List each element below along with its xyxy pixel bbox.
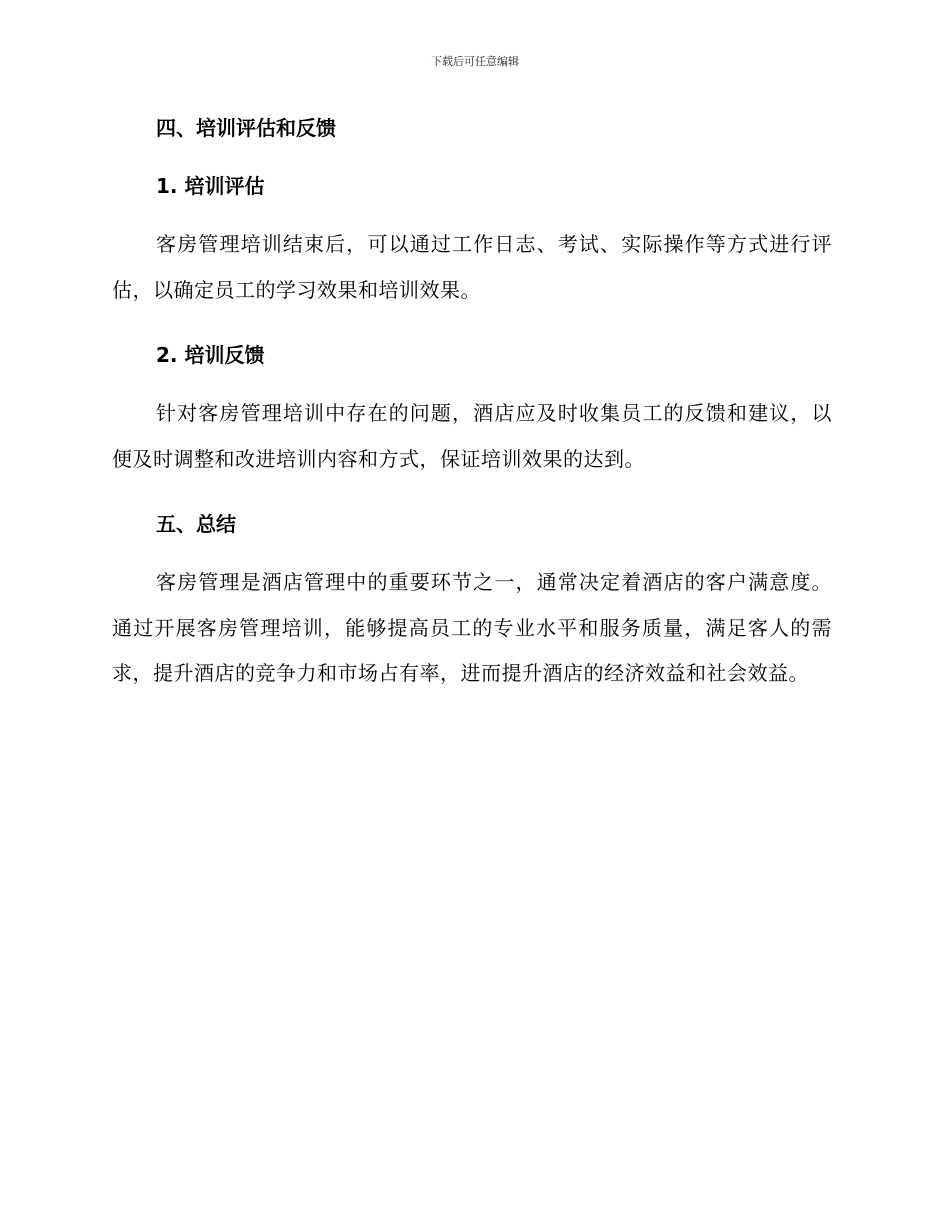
section-heading-summary: 五、总结 (156, 512, 236, 536)
paragraph-training-feedback: 针对客房管理培训中存在的问题，酒店应及时收集员工的反馈和建议，以便及时调整和改进培训内容和方式，保证培训效果的达到。 (112, 401, 832, 471)
section-heading-evaluation-feedback: 四、培训评估和反馈 (156, 116, 336, 140)
document-body (112, 112, 832, 697)
subheading-training-evaluation: 1. 培训评估 (156, 174, 265, 198)
subheading-training-feedback: 2. 培训反馈 (156, 343, 265, 367)
page-header-note: 下载后可任意编辑 (431, 55, 519, 68)
paragraph-training-evaluation: 客房管理培训结束后，可以通过工作日志、考试、实际操作等方式进行评估，以确定员工的学习效果和培训效果。 (112, 232, 832, 302)
paragraph-summary: 客房管理是酒店管理中的重要环节之一，通常决定着酒店的客户满意度。通过开展客房管理培训，能够提高员工的专业水平和服务质量，满足客人的需求，提升酒店的竞争力和市场占有率，进而提升酒店的经济效益和社会效益。 (112, 570, 832, 685)
